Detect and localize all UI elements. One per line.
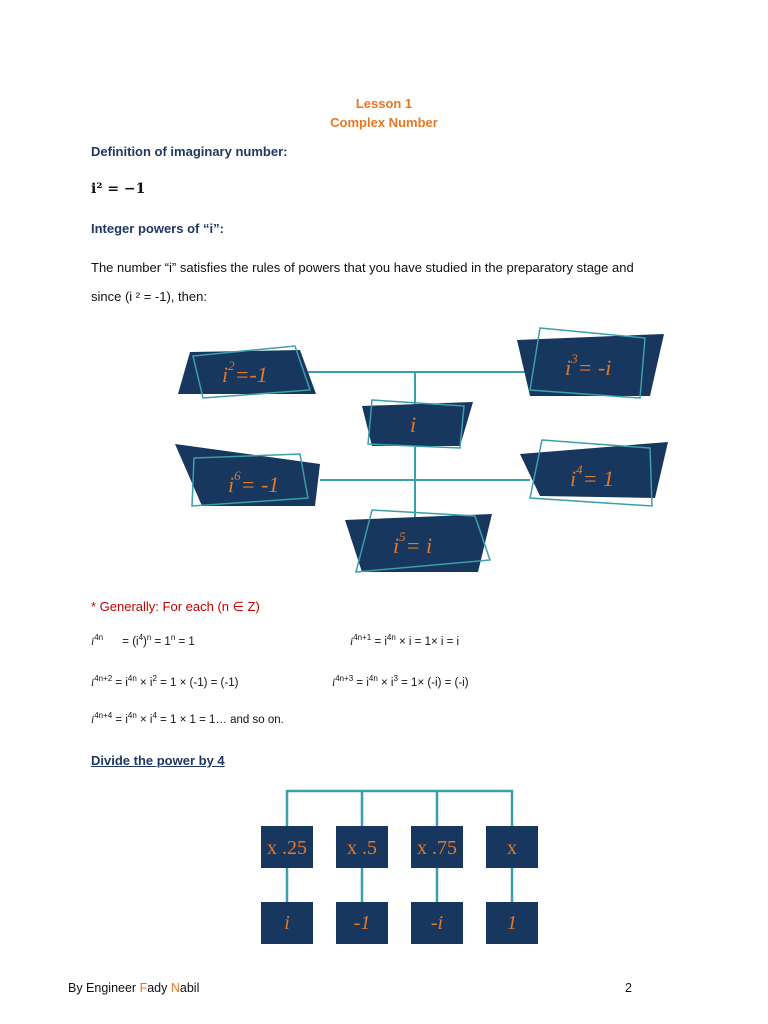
footer-author: By Engineer Fady Nabil: [68, 981, 200, 995]
card-i2: [178, 346, 316, 398]
card-i3-value: = -i: [577, 355, 612, 380]
card-i5: [345, 510, 492, 572]
card-i6-base: i: [228, 472, 235, 497]
result-1: -1: [353, 912, 371, 934]
result-0: i: [284, 912, 290, 934]
card-i5-base: i: [393, 533, 400, 558]
powers-heading: Integer powers of “i”:: [91, 221, 224, 236]
generally-heading: * Generally: For each (n ∈ Z): [91, 599, 260, 614]
card-i5-exp: 5: [399, 529, 406, 544]
remainder-row: [261, 826, 538, 868]
card-i2-base: i: [222, 362, 229, 387]
card-i6-value: = -1: [240, 472, 280, 497]
page-number: 2: [625, 981, 632, 995]
definition-formula: i² = −1: [91, 181, 146, 197]
card-i6-exp: 6: [234, 468, 241, 483]
remainder-0: x .25: [267, 837, 307, 859]
card-i2-value: =-1: [234, 362, 268, 387]
card-i4-base: i: [570, 466, 577, 491]
card-i-label: i: [410, 412, 417, 437]
result-row: [261, 902, 538, 944]
remainder-2: x .75: [417, 837, 457, 859]
divide-heading: Divide the power by 4: [91, 753, 225, 768]
card-i3-base: i: [565, 355, 572, 380]
divide-connectors: [287, 790, 513, 902]
card-i6: [175, 444, 320, 506]
equation-4n-plus-1: $i^{4n+1} = i^{4n} \times i = 1\times i = i$: [350, 633, 460, 648]
powers-diagram: [0, 320, 768, 590]
divide-diagram: [0, 780, 768, 950]
card-i: [362, 400, 473, 448]
equation-4n-plus-2: $i^{4n+2} = i^{4n} \times i^2 = 1 \times (-1) = (-1)$: [91, 674, 239, 689]
result-2: -i: [430, 912, 444, 934]
svg-text:i5= i: [393, 529, 432, 558]
card-i5-value: = i: [405, 533, 433, 558]
equation-4n-plus-3: $i^{4n+3} = i^{4n} \times i^3 = 1\times (-i) = (-i)$: [332, 674, 469, 689]
card-i3: [517, 328, 664, 398]
card-i3-exp: 3: [571, 351, 578, 366]
card-i2-exp: 2: [228, 358, 235, 373]
lesson-number: Lesson 1: [355, 96, 413, 111]
equation-4n-plus-4: $i^{4n+4} = i^{4n} \times i^4 = 1 \times 1$ = 1… and so on.: [91, 711, 284, 726]
equation-4n: $i^{4n}$ = $(i^4)^n = 1^n = 1$: [91, 633, 195, 648]
page-title: Complex Number: [330, 115, 438, 130]
remainder-3: x: [507, 837, 517, 859]
result-3: 1: [507, 912, 517, 934]
powers-paragraph-line1: The number “i” satisfies the rules of powers that you have studied in the preparatory stage and: [91, 260, 634, 275]
remainder-1: x .5: [347, 837, 377, 859]
card-i4: [520, 440, 668, 506]
card-i4-exp: 4: [576, 462, 583, 477]
definition-heading: Definition of imaginary number:: [91, 144, 288, 159]
card-i4-value: = 1: [582, 466, 614, 491]
powers-paragraph-line2: since (i ² = -1), then:: [91, 289, 207, 304]
